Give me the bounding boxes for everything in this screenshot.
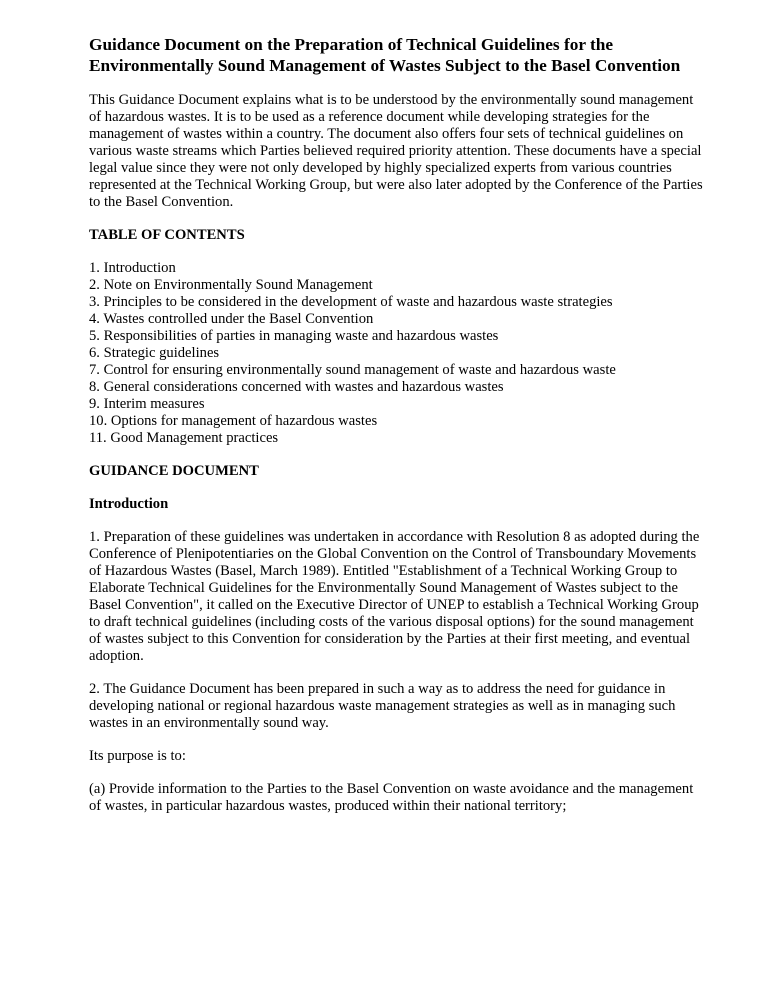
purpose-item-a: (a) Provide information to the Parties to the Basel Convention on waste avoidance and the management of wastes, in particular hazardous wastes, produced within their national territory; — [89, 781, 694, 814]
guidance-heading: GUIDANCE DOCUMENT — [89, 463, 259, 479]
toc-item: 10. Options for management of hazardous wastes — [89, 413, 378, 429]
introduction-subheading: Introduction — [89, 496, 169, 512]
paragraph-2: 2. The Guidance Document has been prepared in such a way as to address the need for guidance in developing national or regional hazardous waste management strategies as well as in managing such wastes in an environmentally sound way. — [89, 681, 676, 731]
purpose-intro: Its purpose is to: — [89, 748, 186, 764]
toc-item: 4. Wastes controlled under the Basel Convention — [89, 311, 374, 327]
paragraph-1: 1. Preparation of these guidelines was undertaken in accordance with Resolution 8 as adopted during the Conference of Plenipotentiaries on the Global Convention on the Control of Transboundary Movements of Hazardous Wastes (Basel, March 1989). Entitled "Establishment of a Technical Working Group to Elaborate Technical Guidelines for the Environmentally Sound Management of Wastes subject to the Basel Convention", it called on the Executive Director of UNEP to establish a Technical Working Group to draft technical guidelines (including costs of the various disposal options) for the sound management of wastes subject to this Convention for consideration by the Parties at their first meeting, and eventual adoption. — [89, 529, 700, 664]
toc-item: 11. Good Management practices — [89, 430, 279, 446]
document-title: Guidance Document on the Preparation of Technical Guidelines for the Environmentally Sound Management of Wastes Subject to the Basel Convention — [89, 35, 681, 75]
toc-item: 7. Control for ensuring environmentally sound management of waste and hazardous waste — [89, 362, 616, 378]
toc-item: 8. General considerations concerned with wastes and hazardous wastes — [89, 379, 504, 395]
toc-item: 3. Principles to be considered in the development of waste and hazardous waste strategies — [89, 294, 613, 310]
document-page — [89, 34, 709, 831]
toc-item: 2. Note on Environmentally Sound Management — [89, 277, 373, 293]
intro-paragraph: This Guidance Document explains what is to be understood by the environmentally sound management of hazardous wastes. It is to be used as a reference document while developing strategies for the management of wastes within a country. The document also offers four sets of technical guidelines on various waste streams which Parties believed required priority attention. These documents have a special legal value since they were not only developed by highly specialized experts from various countries represented at the Technical Working Group, but were also later adopted by the Conference of the Parties to the Basel Convention. — [89, 92, 703, 210]
table-of-contents — [89, 260, 709, 447]
toc-heading: TABLE OF CONTENTS — [89, 227, 245, 243]
toc-item: 5. Responsibilities of parties in managing waste and hazardous wastes — [89, 328, 499, 344]
toc-item: 1. Introduction — [89, 260, 176, 276]
toc-item: 6. Strategic guidelines — [89, 345, 220, 361]
toc-item: 9. Interim measures — [89, 396, 205, 412]
